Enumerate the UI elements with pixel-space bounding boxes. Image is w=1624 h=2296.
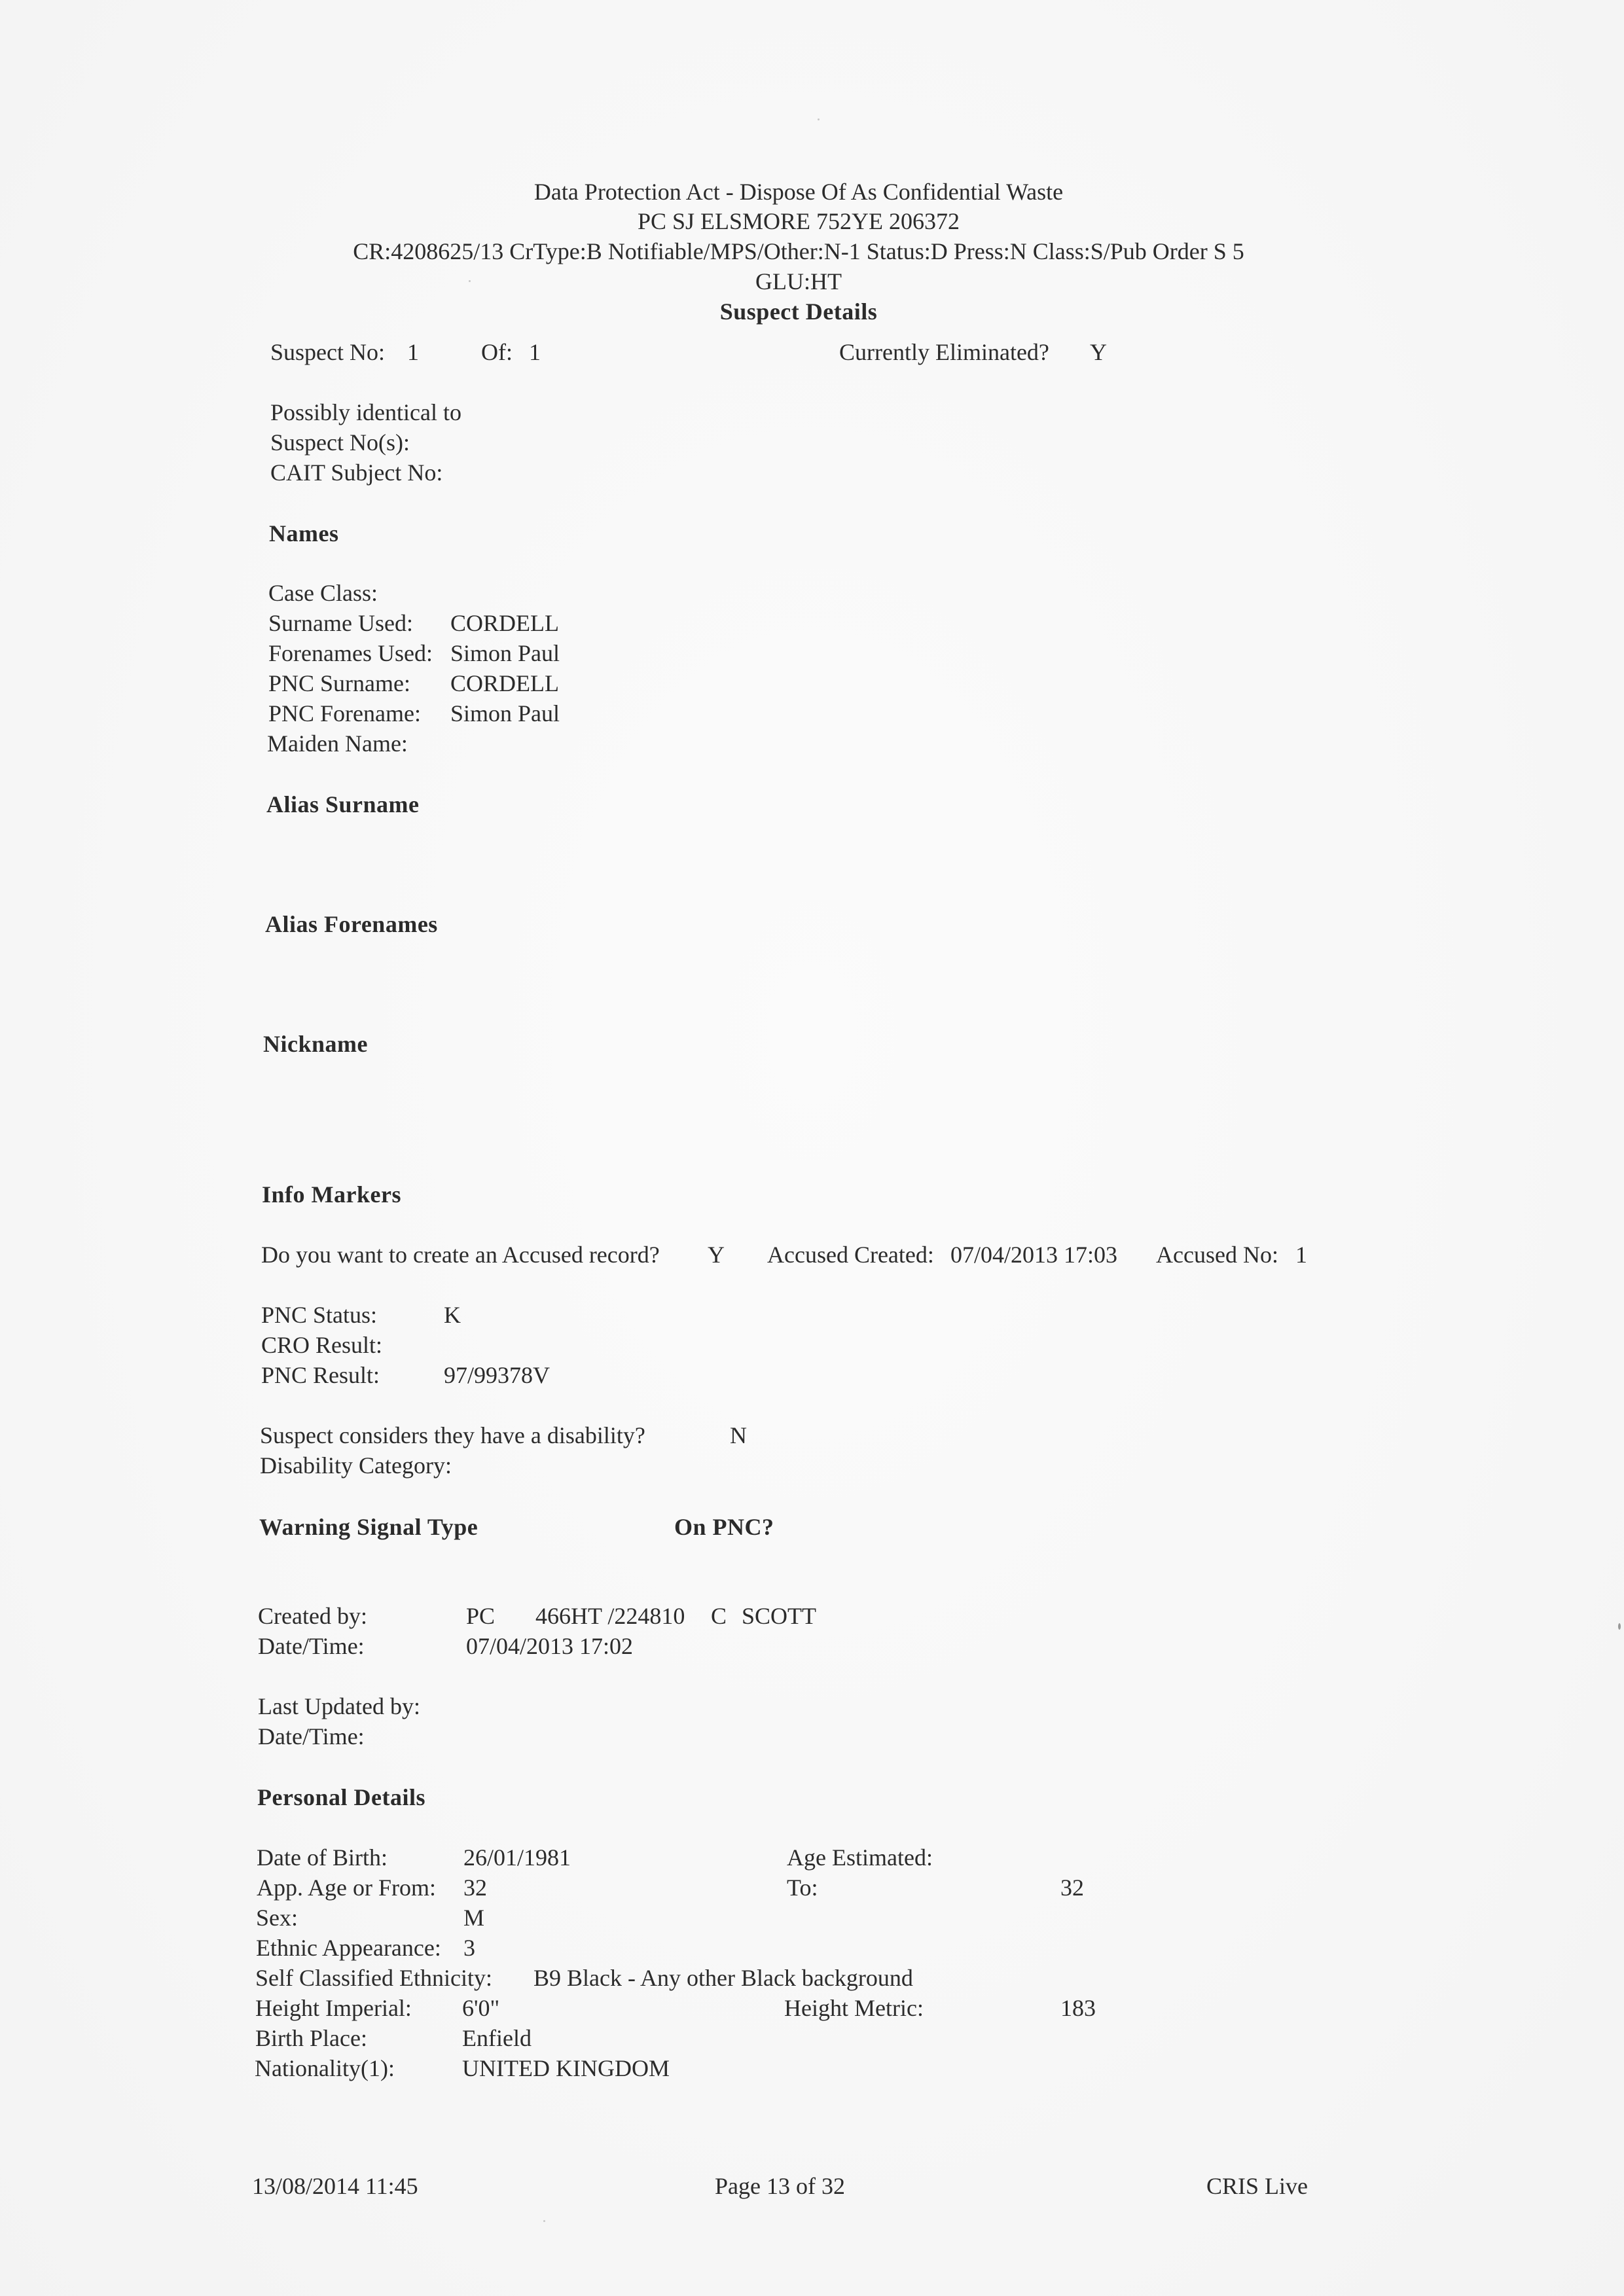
cait-label: CAIT Subject No: [270,459,443,486]
dob-value: 26/01/1981 [463,1844,571,1871]
alias-surname-heading: Alias Surname [266,791,420,817]
self-classified-ethnicity-value: B9 Black - Any other Black background [533,1965,913,1991]
last-updated-label: Last Updated by: [258,1693,420,1719]
pnc-result-value: 97/99378V [444,1362,550,1388]
eliminated-value: Y [1090,339,1107,365]
suspect-of-value: 1 [529,339,541,365]
ethnic-appearance-value: 3 [463,1935,475,1961]
scan-speck [1618,1623,1621,1630]
sex-label: Sex: [256,1905,298,1931]
pnc-forename-label: PNC Forename: [268,700,421,726]
height-imperial-label: Height Imperial: [255,1995,412,2021]
suspect-no-value: 1 [407,339,419,365]
created-by-label: Created by: [258,1603,367,1629]
case-class-label: Case Class: [268,580,378,606]
cro-result-label: CRO Result: [261,1332,383,1358]
birth-place-label: Birth Place: [255,2025,367,2051]
identical-label-2: Suspect No(s): [270,429,410,456]
accused-no-value: 1 [1295,1242,1307,1268]
dob-label: Date of Birth: [257,1844,388,1871]
surname-used-value: CORDELL [450,610,559,636]
warning-signal-type-heading: Warning Signal Type [259,1514,478,1540]
self-classified-ethnicity-label: Self Classified Ethnicity: [255,1965,492,1991]
app-age-value: 32 [463,1874,487,1901]
scan-speck [543,2220,545,2222]
created-datetime-label: Date/Time: [258,1633,365,1659]
eliminated-label: Currently Eliminated? [839,339,1049,365]
header-line-3: CR:4208625/13 CrType:B Notifiable/MPS/Other:N-1 Status:D Press:N Class:S/Pub Order S 5 [353,238,1244,264]
header-line-2: PC SJ ELSMORE 752YE 206372 [637,208,960,234]
scan-speck [818,118,820,120]
surname-used-label: Surname Used: [268,610,413,636]
pnc-status-value: K [444,1302,461,1328]
nickname-heading: Nickname [263,1031,368,1057]
header-line-1: Data Protection Act - Dispose Of As Confidential Waste [533,179,1064,205]
created-by-initial: C [711,1603,727,1629]
suspect-no-label: Suspect No: [270,339,385,365]
height-imperial-value: 6'0" [462,1995,500,2021]
forenames-used-label: Forenames Used: [268,640,433,666]
accused-created-value: 07/04/2013 17:03 [950,1242,1118,1268]
footer-page-number: Page 13 of 32 [715,2173,845,2199]
created-by-rank: PC [466,1603,496,1629]
names-heading: Names [269,520,339,547]
ethnic-appearance-label: Ethnic Appearance: [256,1935,441,1961]
accused-no-label: Accused No: [1156,1242,1278,1268]
created-by-surname: SCOTT [742,1603,817,1629]
created-datetime-value: 07/04/2013 17:02 [466,1633,634,1659]
nationality-value: UNITED KINGDOM [462,2055,670,2081]
footer-datetime: 13/08/2014 11:45 [252,2173,418,2199]
suspect-of-label: Of: [481,339,513,365]
updated-datetime-label: Date/Time: [258,1723,365,1749]
pnc-surname-label: PNC Surname: [268,670,411,696]
pnc-forename-value: Simon Paul [450,700,560,726]
app-age-label: App. Age or From: [257,1874,436,1901]
on-pnc-heading: On PNC? [674,1514,774,1540]
disability-answer: N [730,1422,747,1448]
forenames-used-value: Simon Paul [450,640,560,666]
age-estimated-label: Age Estimated: [787,1844,933,1871]
pnc-status-label: PNC Status: [261,1302,378,1328]
age-to-value: 32 [1060,1874,1084,1901]
created-by-officer: 466HT /224810 [535,1603,685,1629]
info-markers-heading: Info Markers [262,1181,401,1208]
accused-answer: Y [708,1242,725,1268]
pnc-result-label: PNC Result: [261,1362,380,1388]
nationality-label: Nationality(1): [255,2055,395,2081]
accused-question: Do you want to create an Accused record? [261,1242,660,1268]
height-metric-value: 183 [1060,1995,1096,2021]
disability-category-label: Disability Category: [260,1452,452,1479]
alias-forenames-heading: Alias Forenames [265,911,438,937]
footer-system-name: CRIS Live [1206,2173,1308,2199]
identical-label-1: Possibly identical to [270,399,461,425]
pnc-surname-value: CORDELL [450,670,559,696]
accused-created-label: Accused Created: [767,1242,934,1268]
maiden-name-label: Maiden Name: [267,730,408,757]
sex-value: M [463,1905,485,1931]
height-metric-label: Height Metric: [784,1995,924,2021]
age-to-label: To: [787,1874,818,1901]
disability-question: Suspect considers they have a disability? [260,1422,645,1448]
section-title-suspect-details: Suspect Details [719,298,878,325]
scan-speck [469,280,471,282]
birth-place-value: Enfield [462,2025,532,2051]
header-line-4: GLU:HT [755,268,842,295]
personal-details-heading: Personal Details [257,1784,425,1810]
